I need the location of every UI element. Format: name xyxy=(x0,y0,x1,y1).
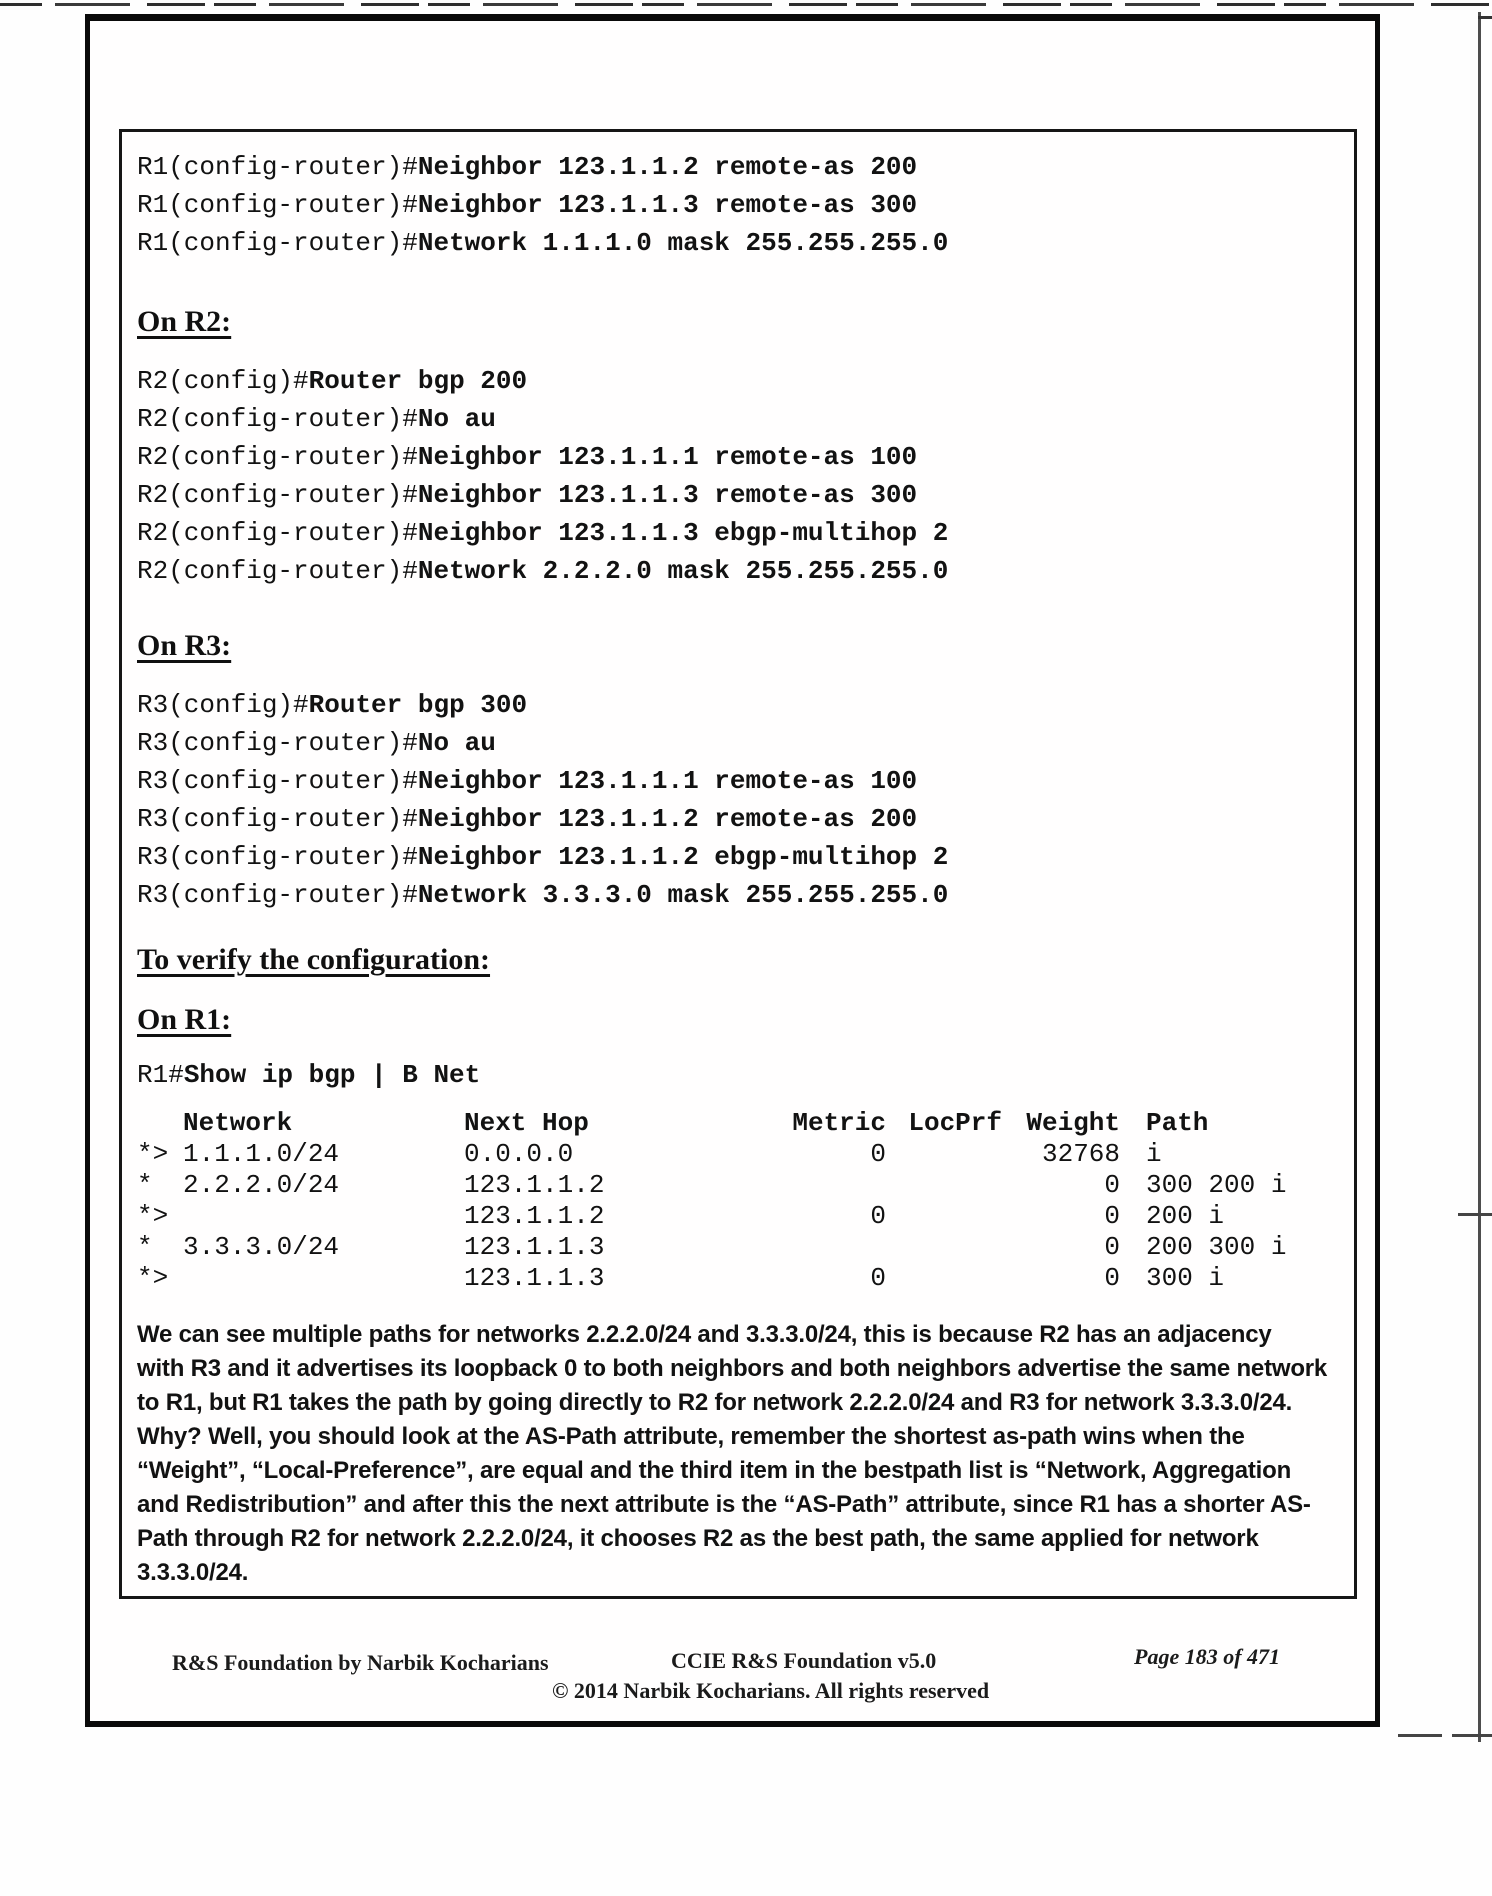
cli-prompt: R3(config-router)# xyxy=(137,766,418,796)
explanation-line: Path through R2 for network 2.2.2.0/24, it chooses R2 as the best path, the same applied for network xyxy=(137,1525,1259,1552)
console-line xyxy=(137,148,1316,186)
scan-artifact-right-vertical-line xyxy=(1478,12,1481,1742)
section-heading-on-r1: On R1: xyxy=(137,1003,232,1036)
explanation-line: Why? Well, you should look at the AS-Path attribute, remember the shortest as-path wins when the xyxy=(137,1423,1245,1450)
content-box xyxy=(119,129,1357,1599)
console-line xyxy=(137,762,1316,800)
explanation-paragraph xyxy=(137,1318,1328,1590)
console-line xyxy=(137,838,1316,876)
cli-command: Router bgp 200 xyxy=(308,366,528,396)
bgp-cell-locprf xyxy=(886,1201,1002,1232)
cli-command: Neighbor 123.1.1.1 remote-as 100 xyxy=(417,766,918,796)
console-line xyxy=(137,362,1316,400)
explanation-line: and Redistribution” and after this the next attribute is the “AS-Path” attribute, since R1 has a shorter AS- xyxy=(137,1491,1311,1518)
bgp-cell-network xyxy=(183,1263,464,1294)
bgp-table-row xyxy=(137,1139,1316,1170)
page-border-frame xyxy=(85,14,1380,1727)
explanation-line: “Weight”, “Local-Preference”, are equal and the third item in the bestpath list is “Network, Aggregation xyxy=(137,1457,1292,1484)
scan-artifact-mid-right-tick xyxy=(1458,1213,1492,1216)
bgp-header-next-hop: Next Hop xyxy=(464,1108,589,1138)
bgp-cell-weight: 0 xyxy=(1104,1232,1120,1262)
bgp-cell-flag: *> xyxy=(137,1263,169,1293)
bgp-cell-path: 300 200 i xyxy=(1146,1170,1287,1200)
explanation-line: with R3 and it advertises its loopback 0 to both neighbors and both neighbors advertise the same network xyxy=(137,1355,1328,1382)
cli-prompt: R2(config-router)# xyxy=(137,556,418,586)
cli-command: Router bgp 300 xyxy=(308,690,528,720)
bgp-cell-weight: 0 xyxy=(1104,1263,1120,1293)
r3-config-block xyxy=(137,686,1316,914)
bgp-cell-next-hop: 123.1.1.2 xyxy=(464,1170,605,1200)
bgp-cell-locprf xyxy=(886,1170,1002,1201)
explanation-line: to R1, but R1 takes the path by going directly to R2 for network 2.2.2.0/24 and R3 for network 3.3.3.0/24. xyxy=(137,1389,1293,1416)
bgp-header-locprf: LocPrf xyxy=(908,1108,1002,1138)
r2-config-block xyxy=(137,362,1316,590)
bgp-table-row xyxy=(137,1232,1316,1263)
section-heading-verify: To verify the configuration: xyxy=(137,943,491,976)
cli-command: Network 2.2.2.0 mask 255.255.255.0 xyxy=(417,556,949,586)
bgp-cell-metric: 0 xyxy=(870,1139,886,1169)
console-line xyxy=(137,224,1316,262)
cli-prompt: R2(config-router)# xyxy=(137,404,418,434)
console-line xyxy=(137,686,1316,724)
cli-command: Neighbor 123.1.1.3 remote-as 300 xyxy=(417,190,918,220)
console-line xyxy=(137,514,1316,552)
cli-command: Show ip bgp | B Net xyxy=(183,1060,481,1090)
cli-command: Neighbor 123.1.1.2 remote-as 200 xyxy=(417,152,918,182)
bgp-table-row xyxy=(137,1201,1316,1232)
bgp-cell-flag: * xyxy=(137,1232,153,1262)
bgp-cell-weight: 32768 xyxy=(1041,1139,1120,1169)
bgp-header-flag xyxy=(137,1108,183,1139)
cli-prompt: R2(config)# xyxy=(137,366,309,396)
cli-prompt: R3(config-router)# xyxy=(137,880,418,910)
cli-prompt: R2(config-router)# xyxy=(137,442,418,472)
console-line xyxy=(137,400,1316,438)
console-line xyxy=(137,1056,1316,1094)
scan-artifact-bottom-right-dash xyxy=(1452,1734,1492,1737)
cli-prompt: R2(config-router)# xyxy=(137,480,418,510)
console-line xyxy=(137,800,1316,838)
cli-prompt: R1(config-router)# xyxy=(137,190,418,220)
bgp-table xyxy=(137,1108,1316,1294)
console-line xyxy=(137,476,1316,514)
cli-command: Neighbor 123.1.1.1 remote-as 100 xyxy=(417,442,918,472)
bgp-cell-network: 2.2.2.0/24 xyxy=(183,1170,340,1200)
bgp-cell-network: 1.1.1.0/24 xyxy=(183,1139,340,1169)
bgp-header-metric: Metric xyxy=(792,1108,886,1138)
bgp-cell-metric xyxy=(689,1170,886,1201)
bgp-cell-flag: *> xyxy=(137,1201,169,1231)
bgp-cell-next-hop: 123.1.1.3 xyxy=(464,1263,605,1293)
footer-copyright: © 2014 Narbik Kocharians. All rights reserved xyxy=(552,1678,990,1703)
bgp-cell-next-hop: 123.1.1.2 xyxy=(464,1201,605,1231)
cli-prompt: R1# xyxy=(137,1060,184,1090)
cli-prompt: R1(config-router)# xyxy=(137,152,418,182)
cli-prompt: R2(config-router)# xyxy=(137,518,418,548)
cli-command: Network 3.3.3.0 mask 255.255.255.0 xyxy=(417,880,949,910)
footer-page-number: Page 183 of 471 xyxy=(1134,1644,1281,1669)
bgp-cell-flag: * xyxy=(137,1170,153,1200)
cli-command: No au xyxy=(417,404,496,434)
bgp-cell-metric: 0 xyxy=(870,1201,886,1231)
scan-artifact-bottom-right-dash xyxy=(1398,1734,1442,1737)
bgp-cell-locprf xyxy=(886,1263,1002,1294)
cli-prompt: R3(config-router)# xyxy=(137,842,418,872)
bgp-cell-weight: 0 xyxy=(1104,1201,1120,1231)
bgp-cell-metric xyxy=(689,1232,886,1263)
bgp-cell-flag: *> xyxy=(137,1139,169,1169)
cli-prompt: R3(config)# xyxy=(137,690,309,720)
show-command-line xyxy=(137,1056,1316,1094)
section-heading-on-r3: On R3: xyxy=(137,629,232,662)
explanation-line: 3.3.3.0/24. xyxy=(137,1559,249,1586)
bgp-cell-weight: 0 xyxy=(1104,1170,1120,1200)
explanation-line: We can see multiple paths for networks 2.2.2.0/24 and 3.3.3.0/24, this is because R2 has an adjacency xyxy=(137,1321,1272,1348)
cli-prompt: R3(config-router)# xyxy=(137,728,418,758)
console-line xyxy=(137,724,1316,762)
scan-artifact-top-dashed-line xyxy=(0,3,1492,6)
bgp-cell-locprf xyxy=(886,1139,1002,1170)
console-line xyxy=(137,438,1316,476)
bgp-header-weight: Weight xyxy=(1026,1108,1120,1138)
console-line xyxy=(137,876,1316,914)
console-line xyxy=(137,552,1316,590)
cli-command: Neighbor 123.1.1.3 remote-as 300 xyxy=(417,480,918,510)
bgp-header-path: Path xyxy=(1146,1108,1209,1138)
cli-command: Network 1.1.1.0 mask 255.255.255.0 xyxy=(417,228,949,258)
bgp-cell-locprf xyxy=(886,1232,1002,1263)
bgp-header-network: Network xyxy=(183,1108,293,1138)
cli-command: Neighbor 123.1.1.2 ebgp-multihop 2 xyxy=(417,842,949,872)
bgp-table-header xyxy=(137,1108,1316,1139)
footer-edition: CCIE R&S Foundation v5.0 xyxy=(671,1648,937,1673)
bgp-cell-metric: 0 xyxy=(870,1263,886,1293)
bgp-cell-next-hop: 0.0.0.0 xyxy=(464,1139,574,1169)
bgp-cell-path: 200 300 i xyxy=(1146,1232,1287,1262)
cli-prompt: R3(config-router)# xyxy=(137,804,418,834)
bgp-cell-path: 300 i xyxy=(1146,1263,1225,1293)
r1-config-block xyxy=(137,148,1316,262)
bgp-cell-path: i xyxy=(1146,1139,1162,1169)
bgp-cell-next-hop: 123.1.1.3 xyxy=(464,1232,605,1262)
bgp-cell-path: 200 i xyxy=(1146,1201,1225,1231)
footer-book-title: R&S Foundation by Narbik Kocharians xyxy=(172,1650,549,1675)
bgp-table-row xyxy=(137,1263,1316,1294)
scan-artifact-top-right-tick xyxy=(1478,16,1492,19)
cli-command: Neighbor 123.1.1.3 ebgp-multihop 2 xyxy=(417,518,949,548)
console-line xyxy=(137,186,1316,224)
bgp-cell-network: 3.3.3.0/24 xyxy=(183,1232,340,1262)
cli-command: No au xyxy=(417,728,496,758)
bgp-table-row xyxy=(137,1170,1316,1201)
cli-prompt: R1(config-router)# xyxy=(137,228,418,258)
cli-command: Neighbor 123.1.1.2 remote-as 200 xyxy=(417,804,918,834)
bgp-cell-network xyxy=(183,1201,464,1232)
section-heading-on-r2: On R2: xyxy=(137,305,232,338)
